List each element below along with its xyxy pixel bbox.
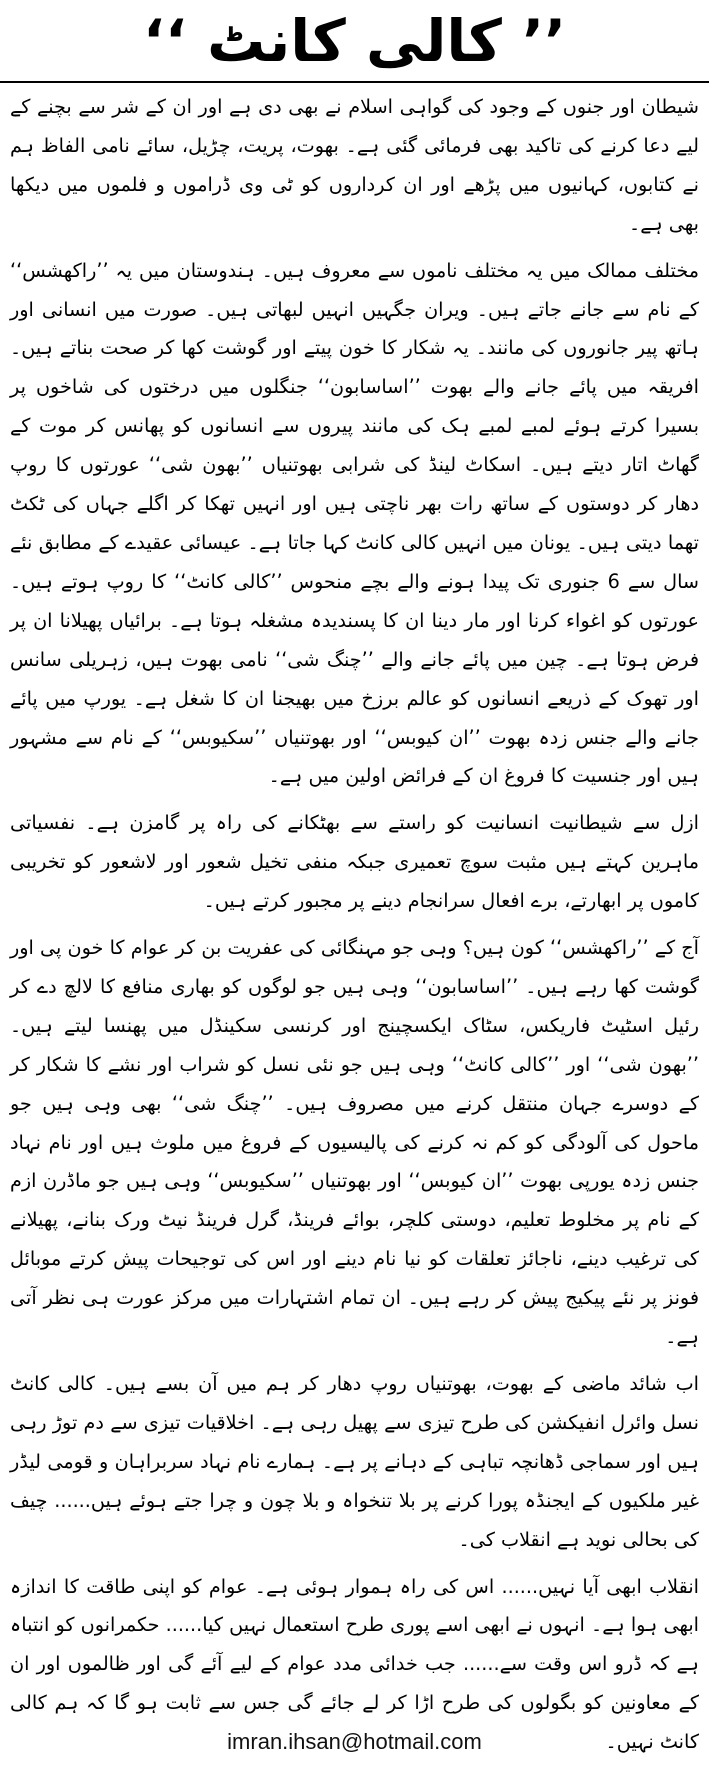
- paragraph-5: اب شائد ماضی کے بھوت، بھوتنیاں روپ دھار کر ہم میں آن بسے ہیں۔ کالی کانٹ نسل وائرل انفیکشن کی طرح تیزی سے پھیل رہی ہے۔ اخلاقیات تیزی سے دم توڑ رہی ہیں اور سماجی ڈھانچہ تباہی کے دہانے پر ہے۔ ہمارے نام نہاد سربراہان و قومی لیڈر غیر ملکیوں کے ایجنڈہ پورا کرنے پر بلا تنخواہ و بلا چون و چرا جتے ہوئے ہیں...... چیف کی بحالی نوید ہے انقلاب کی۔: [10, 1372, 699, 1551]
- paragraph-1: شیطان اور جنوں کے وجود کی گواہی اسلام نے بھی دی ہے اور ان کے شر سے بچنے کے لیے دعا کرنے کی تاکید بھی فرمائی گئی ہے۔ بھوت، پریت، چڑیل، سائے نامی الفاظ ہم نے کتابوں، کہانیوں میں پڑھے اور ان کرداروں کو ٹی وی ڈراموں و فلموں میں دیکھا بھی ہے۔: [10, 95, 699, 235]
- paragraph-4: آج کے ’’راکھشس‘‘ کون ہیں؟ وہی جو مہنگائی کی عفریت بن کر عوام کا خون پی اور گوشت کھا رہے ہیں۔ ’’اساسابون‘‘ وہی ہیں جو لوگوں کو بھاری منافع کا لالچ دے کر رئیل اسٹیٹ فاریکس، سٹاک ایکسچینج اور کرنسی سکینڈل میں پھنسا لیتے ہیں۔ ’’بھون شی‘‘ اور ’’کالی کانٹ‘‘ وہی ہیں جو نئی نسل کو شراب اور نشے کا شکار کر کے دوسرے جہان منتقل کرنے میں مصروف ہیں۔ ’’چنگ شی‘‘ بھی وہی ہیں جو ماحول کی آلودگی کو کم نہ کرنے کی پالیسیوں کے فروغ میں ملوث ہیں اور نام نہاد جنس زدہ یورپی بھوت ’’ان کیوبس‘‘ اور بھوتنیاں ’’سکیوبس‘‘ وہی ہیں جو ماڈرن ازم کے نام پر مخلوط تعلیم، دوستی کلچر، بوائے فرینڈ، گرل فرینڈ نیٹ ورک بنانے، پھیلانے کی ترغیب دینے، ناجائز تعلقات کو نیا نام دینے اور اس کی توجیحات پیش کرتے موبائل فونز پر نئے پیکیج پیش کر رہے ہیں۔ ان تمام اشتہارات میں مرکز عورت ہی نظر آتی ہے۔: [10, 936, 699, 1349]
- paragraph-3: ازل سے شیطانیت انسانیت کو راستے سے بھٹکانے کی راہ پر گامزن ہے۔ نفسیاتی ماہرین کہتے ہیں مثبت سوچ تعمیری جبکہ منفی تخیل شعور اور لاشعور کو تخریبی کاموں پر ابھارتے، برے افعال سرانجام دینے پر مجبور کرتے ہیں۔: [10, 811, 699, 913]
- title-banner: [0, 0, 709, 82]
- paragraph-6: انقلاب ابھی آیا نہیں...... اس کی راہ ہموار ہوئی ہے۔ عوام کو اپنی طاقت کا اندازہ ابھی ہوا ہے۔ انہوں نے ابھی اسے پوری طرح استعمال نہیں کیا...... حکمرانوں کو انتباہ ہے کہ ڈرو اس وقت سے...... جب خدائی مدد عوام کے لیے آئے گی اور ظالموں اور ان کے معاونین کو بگولوں کی طرح اڑا کر لے جائے گی جس سے ثابت ہو گا کہ ہم کالی کانٹ نہیں۔: [10, 1574, 699, 1754]
- title-divider: [0, 81, 709, 83]
- author-email[interactable]: imran.ihsan@hotmail.com: [227, 1729, 482, 1754]
- page-title: ’’ کالی کانٹ ‘‘: [142, 7, 567, 75]
- paragraph-2: مختلف ممالک میں یہ مختلف ناموں سے معروف ہیں۔ ہندوستان میں یہ ’’راکھشس‘‘ کے نام سے جانے جاتے ہیں۔ ویران جگہیں انہیں لبھاتی ہیں۔ صورت میں انسانی اور ہاتھ پیر جانوروں کی مانند۔ یہ شکار کا خون پیتے اور گوشت کھا کر صحت بناتے ہیں۔ افریقہ میں پائے جانے والے بھوت ’’اساسابون‘‘ جنگلوں میں درختوں کی شاخوں پر بسیرا کرتے ہوئے لمبے لمبے ہک کی مانند پیروں سے انسانوں کو پھانس کر موت کے گھاٹ اتار دیتے ہیں۔ اسکاٹ لینڈ کی شرابی بھوتنیاں ’’بھون شی‘‘ عورتوں کا روپ دھار کر دوستوں کے ساتھ رات بھر ناچتی ہیں اور انہیں تھکا کر اگلے جہاں کی ٹکٹ تھما دیتی ہیں۔ یونان میں انہیں کالی کانٹ کہا جاتا ہے۔ عیسائی عقیدے کے مطابق نئے سال سے 6 جنوری تک پیدا ہونے والے بچے منحوس ’’کالی کانٹ‘‘ کا روپ ہوتے ہیں۔ عورتوں کو اغواء کرنا اور مار دینا ان کا پسندیدہ مشغلہ ہوتا ہے۔ برائیاں پھیلانا ان پر فرض ہوتا ہے۔ چین میں پائے جانے والے ’’چنگ شی‘‘ نامی بھوت ہیں، زہریلی سانس اور تھوک کے ذریعے انسانوں کو عالم برزخ میں بھیجنا ان کا شغل ہے۔ یورپ میں پائے جانے والے جنس زدہ بھوت ’’ان کیوبس‘‘ اور بھوتنیاں ’’سکیوبس‘‘ کے نام سے مشہور ہیں اور جنسیت کا فروغ ان کے فرائض اولین میں ہے۔: [10, 258, 700, 788]
